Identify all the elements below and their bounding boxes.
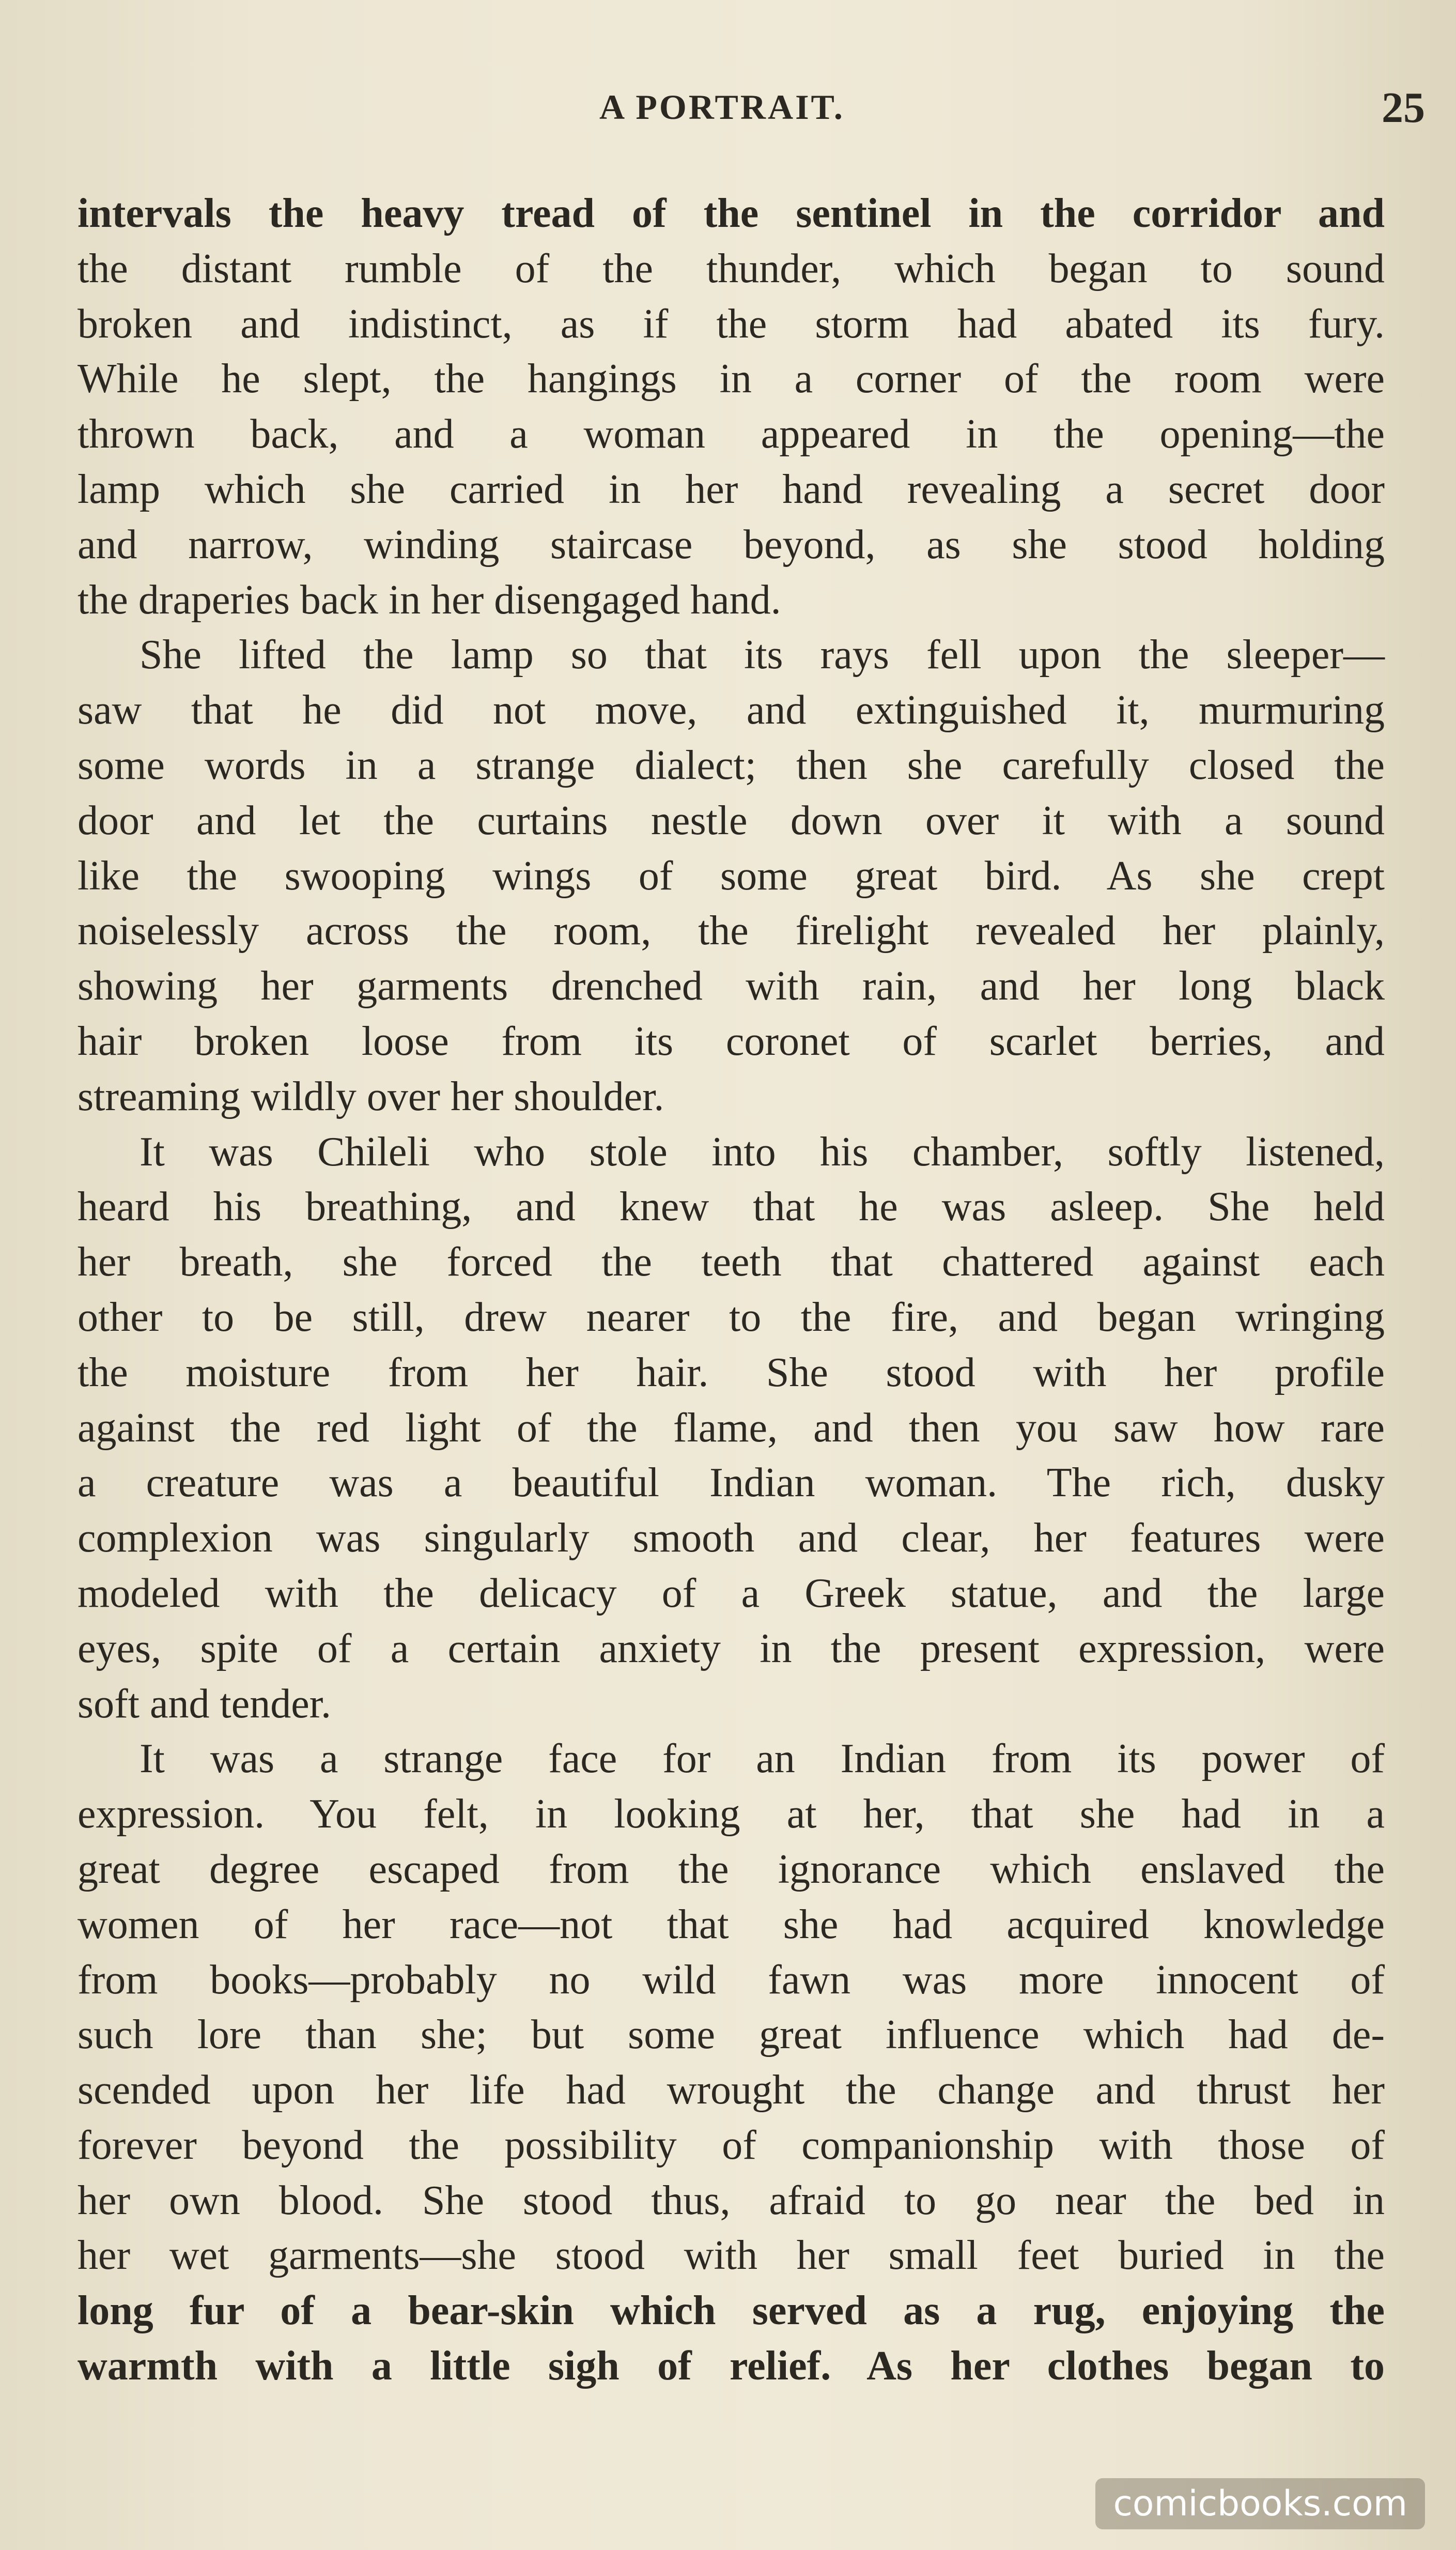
text-line: door and let the curtains nestle down over it with a sound bbox=[78, 797, 1385, 843]
text-line: eyes, spite of a certain anxiety in the present expression, were bbox=[78, 1625, 1385, 1671]
text-line: the draperies back in her disengaged hand. bbox=[78, 577, 781, 623]
text-line: long fur of a bear-skin which served as a rug, enjoying the bbox=[78, 2288, 1385, 2334]
watermark: comicbooks.com bbox=[1095, 2478, 1425, 2529]
text-line: her breath, she forced the teeth that chattered against each bbox=[78, 1239, 1385, 1285]
text-line: lamp which she carried in her hand revealing a secret door bbox=[78, 466, 1385, 512]
text-line: soft and tender. bbox=[78, 1681, 331, 1727]
text-line: scended upon her life had wrought the change and thrust her bbox=[78, 2067, 1385, 2113]
text-line: expression. You felt, in looking at her, that she had in a bbox=[78, 1791, 1385, 1837]
text-line: other to be still, drew nearer to the fire, and began wringing bbox=[78, 1294, 1385, 1340]
text-line: warmth with a little sigh of relief. As her clothes began to bbox=[78, 2343, 1385, 2389]
text-line: against the red light of the flame, and then you saw how rare bbox=[78, 1405, 1385, 1451]
text-line: some words in a strange dialect; then she carefully closed the bbox=[78, 742, 1385, 788]
running-head bbox=[0, 84, 1456, 144]
text-line: broken and indistinct, as if the storm had abated its fury. bbox=[78, 301, 1385, 347]
text-line: saw that he did not move, and extinguished it, murmuring bbox=[78, 687, 1385, 733]
text-line: from books—probably no wild fawn was more innocent of bbox=[78, 1957, 1385, 2003]
text-line: It was a strange face for an Indian from its power of bbox=[140, 1736, 1385, 1782]
text-line: such lore than she; but some great influence which had de- bbox=[78, 2012, 1385, 2058]
body-text bbox=[78, 186, 1385, 2394]
text-line: heard his breathing, and knew that he was asleep. She held bbox=[78, 1184, 1385, 1230]
text-line: streaming wildly over her shoulder. bbox=[78, 1073, 664, 1119]
text-line: showing her garments drenched with rain, and her long black bbox=[78, 963, 1385, 1009]
text-line: forever beyond the possibility of companionship with those of bbox=[78, 2122, 1385, 2168]
running-title: A PORTRAIT. bbox=[599, 87, 845, 127]
text-line: a creature was a beautiful Indian woman. The rich, dusky bbox=[78, 1460, 1385, 1506]
text-line: complexion was singularly smooth and clear, her features were bbox=[78, 1515, 1385, 1561]
text-line: women of her race—not that she had acquired knowledge bbox=[78, 1901, 1385, 1947]
text-line: her wet garments—she stood with her small feet buried in the bbox=[78, 2233, 1385, 2279]
text-line: modeled with the delicacy of a Greek statue, and the large bbox=[78, 1570, 1385, 1616]
text-line: the distant rumble of the thunder, which began to sound bbox=[78, 245, 1385, 291]
text-line: and narrow, winding staircase beyond, as she stood holding bbox=[78, 521, 1385, 567]
text-line: noiselessly across the room, the firelight revealed her plainly, bbox=[78, 908, 1385, 954]
text-line: the moisture from her hair. She stood with her profile bbox=[78, 1349, 1385, 1395]
text-line: great degree escaped from the ignorance which enslaved the bbox=[78, 1846, 1385, 1892]
text-line: hair broken loose from its coronet of scarlet berries, and bbox=[78, 1018, 1385, 1064]
text-line: It was Chileli who stole into his chamber, softly listened, bbox=[140, 1129, 1385, 1175]
text-line: She lifted the lamp so that its rays fell upon the sleeper— bbox=[140, 632, 1385, 678]
text-line: intervals the heavy tread of the sentinel in the corridor and bbox=[78, 191, 1385, 236]
text-line: her own blood. She stood thus, afraid to go near the bed in bbox=[78, 2177, 1385, 2223]
text-line: While he slept, the hangings in a corner of the room were bbox=[78, 356, 1385, 402]
text-line: like the swooping wings of some great bird. As she crept bbox=[78, 853, 1385, 899]
text-line: thrown back, and a woman appeared in the opening—the bbox=[78, 411, 1385, 457]
page-number: 25 bbox=[1382, 84, 1425, 132]
